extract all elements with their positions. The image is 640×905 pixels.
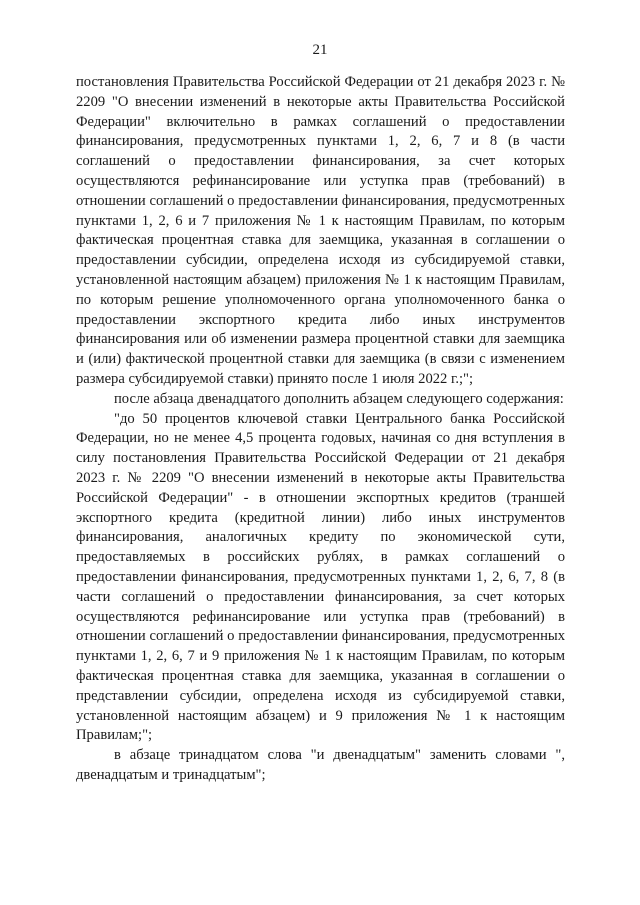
paragraph-instruction-add: после абзаца двенадцатого дополнить абзацем следующего содержания: xyxy=(114,390,564,407)
paragraph-quoted-amendment: "до 50 процентов ключевой ставки Центрального банка Российской Федерации, но не менее 4,5 процента годовых, начиная со дня вступления в силу постановления Правительства Российской Федерации от 21 декабря 2023 г. № 2209 "О внесении изменений в некоторые акты Правительства Российской Федерации" - в отношении экспортных кредитов (траншей экспортного кредита (кредитной линии) либо иных инструментов финансирования, аналогичных кредиту по экономической сути, предоставляемых в российских рублях, в рамках соглашений о предоставлении финансирования, предусмотренных пунктами 1, 2, 6, 7, 8 (в части соглашений о предоставлении финансирования, за счет которых осуществляются рефинансирование или уступка прав (требований) в отношении соглашений о предоставлении финансирования, предусмотренных пунктами 1, 2, 6, 7 и 9 приложения № 1 к настоящим Правилам, по которым фактическая процентная ставка для заемщика, указанная в соглашении о представлении субсидии, определена исходя из субсидируемой ставки, установленной настоящим абзацем) и 9 приложения № 1 к настоящим Правилам;"; xyxy=(76,410,565,744)
paragraph-continuation: постановления Правительства Российской Федерации от 21 декабря 2023 г. № 2209 "О внесении изменений в некоторые акты Правительства Российской Федерации" включительно в рамках соглашений о предоставлении финансирования, предусмотренных пунктами 1, 2, 6, 7 и 8 (в части соглашений о предоставлении финансирования, за счет которых осуществляются рефинансирование или уступка прав (требований) в отношении соглашений о предоставлении финансирования, предусмотренных пунктами 1, 2, 6 и 7 приложения № 1 к настоящим Правилам, по которым фактическая процентная ставка для заемщика, указанная в соглашении о предоставлении субсидии, определена исходя из субсидируемой ставки, установленной настоящим абзацем) приложения № 1 к настоящим Правилам, по которым решение уполномоченного органа уполномоченного банка о предоставлении экспортного кредита либо иных инструментов финансирования или об изменении размера процентной ставки для заемщика и (или) фактической процентной ставки для заемщика (в связи с изменением размера субсидируемой ставки) принято после 1 июля 2022 г.;"; xyxy=(76,74,565,387)
paragraph-instruction-replace: в абзаце тринадцатом слова "и двенадцатым" заменить словами ", двенадцатым и тринадцатым"; xyxy=(76,747,565,783)
document-body xyxy=(76,73,565,786)
page-number: 21 xyxy=(312,42,328,58)
